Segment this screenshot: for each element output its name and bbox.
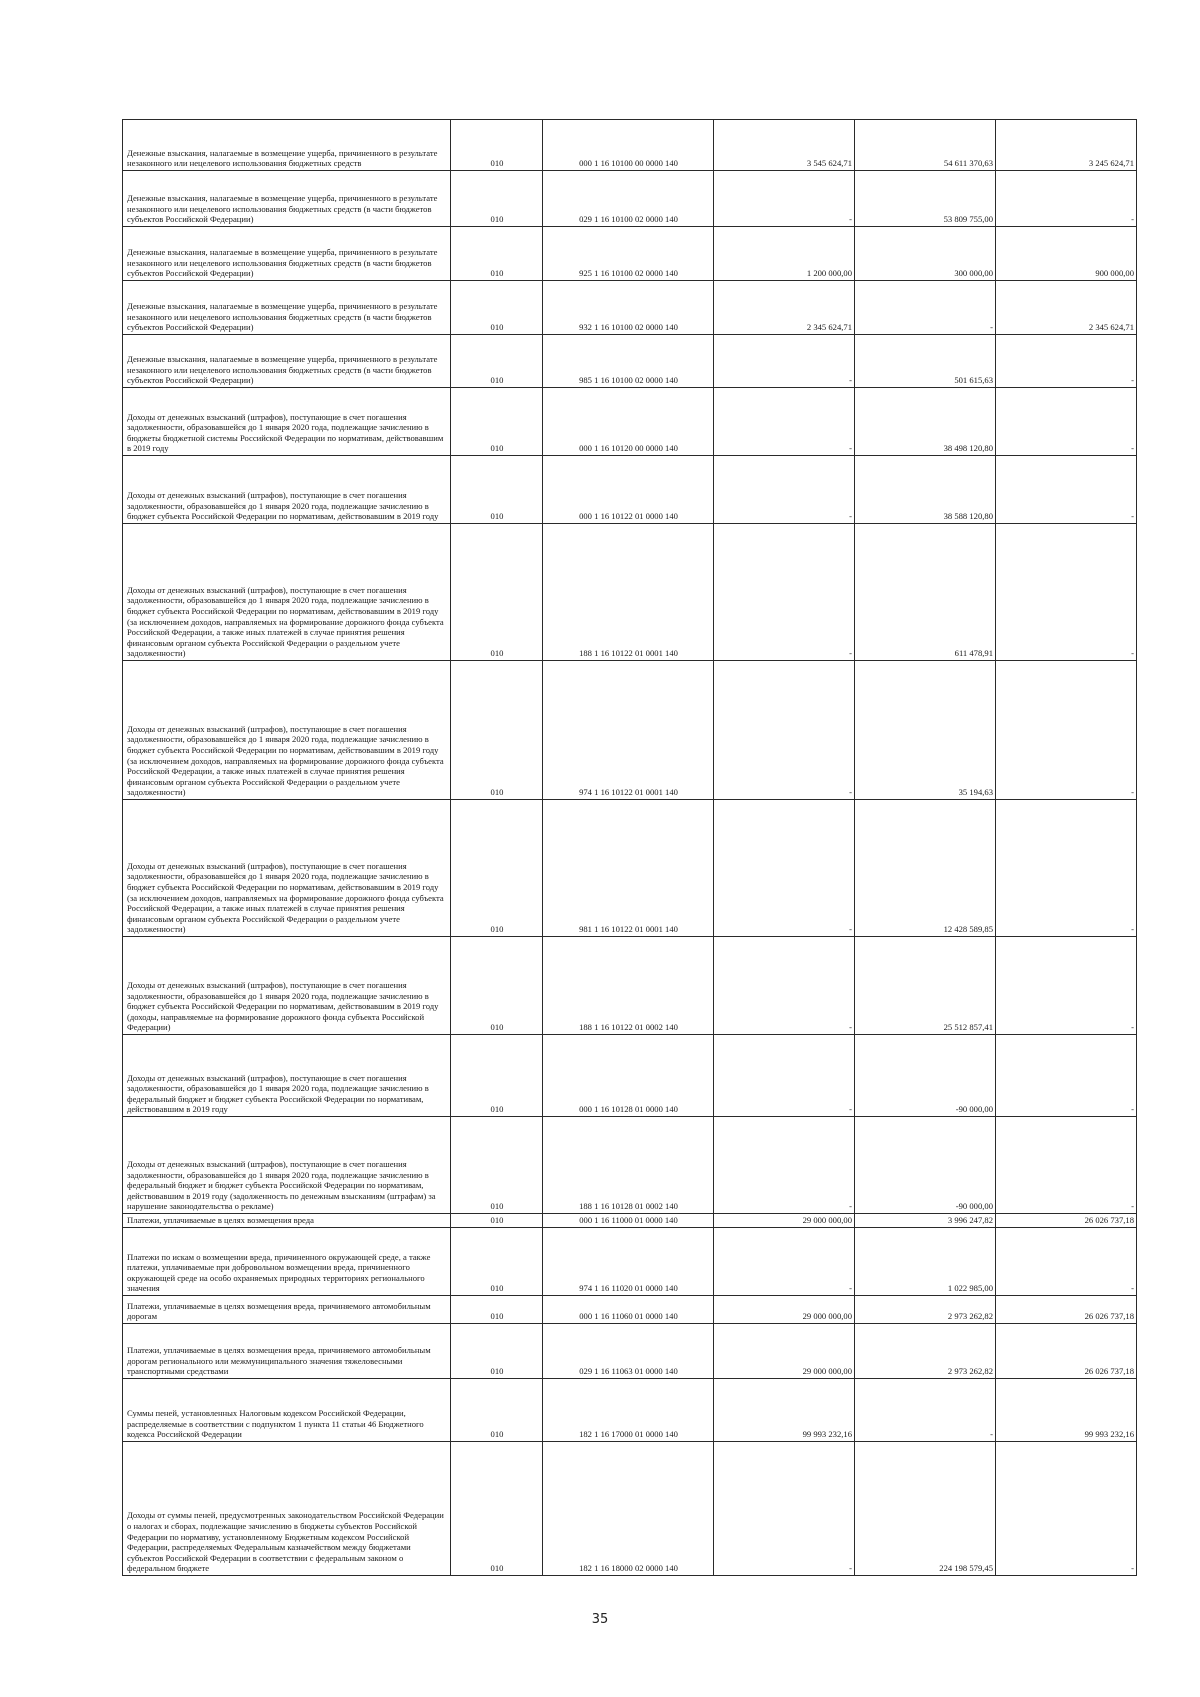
line-code-cell: 010 bbox=[451, 171, 543, 227]
indicator-name-cell: Денежные взыскания, налагаемые в возмещение ущерба, причиненного в результате незаконного или нецелевого использования бюджетных средств (в части бюджетов субъектов Российской Федерации) bbox=[123, 171, 451, 227]
table-body bbox=[123, 120, 1137, 1576]
indicator-name-cell: Доходы от денежных взысканий (штрафов), поступающие в счет погашения задолженности, образовавшейся до 1 января 2020 года, подлежащие зачислению в федеральный бюджет и бюджет субъекта Российской Федерации по нормативам, действовавшим в 2019 году bbox=[123, 1035, 451, 1117]
executed-amount-cell: 611 478,91 bbox=[855, 524, 996, 661]
budget-code-cell: 981 1 16 10122 01 0001 140 bbox=[543, 800, 714, 937]
budget-code-cell: 029 1 16 10100 02 0000 140 bbox=[543, 171, 714, 227]
line-code-cell: 010 bbox=[451, 800, 543, 937]
unexecuted-amount-cell: 99 993 232,16 bbox=[996, 1379, 1137, 1442]
executed-amount-cell: -90 000,00 bbox=[855, 1117, 996, 1214]
budget-code-cell: 000 1 16 10128 01 0000 140 bbox=[543, 1035, 714, 1117]
indicator-name-cell: Платежи, уплачиваемые в целях возмещения вреда bbox=[123, 1214, 451, 1228]
unexecuted-amount-cell: - bbox=[996, 335, 1137, 388]
line-code-cell: 010 bbox=[451, 1379, 543, 1442]
indicator-name-cell: Доходы от денежных взысканий (штрафов), поступающие в счет погашения задолженности, образовавшейся до 1 января 2020 года, подлежащие зачислению в бюджеты бюджетной системы Российской Федерации по нормативам, действовавшим в 2019 году bbox=[123, 388, 451, 456]
table-row bbox=[123, 227, 1137, 281]
line-code-cell: 010 bbox=[451, 1228, 543, 1296]
budget-code-cell: 000 1 16 10100 00 0000 140 bbox=[543, 120, 714, 171]
approved-amount-cell: 29 000 000,00 bbox=[714, 1324, 855, 1379]
approved-amount-cell: - bbox=[714, 800, 855, 937]
table-row bbox=[123, 524, 1137, 661]
executed-amount-cell: 54 611 370,63 bbox=[855, 120, 996, 171]
budget-code-cell: 000 1 16 11060 01 0000 140 bbox=[543, 1296, 714, 1324]
unexecuted-amount-cell: - bbox=[996, 456, 1137, 524]
executed-amount-cell: 25 512 857,41 bbox=[855, 937, 996, 1035]
table-row bbox=[123, 1214, 1137, 1228]
budget-code-cell: 974 1 16 11020 01 0000 140 bbox=[543, 1228, 714, 1296]
table-row bbox=[123, 388, 1137, 456]
budget-code-cell: 974 1 16 10122 01 0001 140 bbox=[543, 661, 714, 800]
budget-code-cell: 188 1 16 10122 01 0002 140 bbox=[543, 937, 714, 1035]
unexecuted-amount-cell: - bbox=[996, 1035, 1137, 1117]
executed-amount-cell: 1 022 985,00 bbox=[855, 1228, 996, 1296]
approved-amount-cell: - bbox=[714, 456, 855, 524]
table-row bbox=[123, 1442, 1137, 1576]
approved-amount-cell: 3 545 624,71 bbox=[714, 120, 855, 171]
report-table bbox=[122, 119, 1137, 1576]
budget-code-cell: 182 1 16 18000 02 0000 140 bbox=[543, 1442, 714, 1576]
approved-amount-cell: - bbox=[714, 1035, 855, 1117]
indicator-name-cell: Доходы от денежных взысканий (штрафов), поступающие в счет погашения задолженности, образовавшейся до 1 января 2020 года, подлежащие зачислению в федеральный бюджет и бюджет субъекта Российской Федерации по нормативам, действовавшим в 2019 году (задолженность по денежным взысканиям (штрафам) за нарушение законодательства о рекламе) bbox=[123, 1117, 451, 1214]
line-code-cell: 010 bbox=[451, 1035, 543, 1117]
approved-amount-cell: - bbox=[714, 335, 855, 388]
table-row bbox=[123, 1117, 1137, 1214]
executed-amount-cell: - bbox=[855, 1379, 996, 1442]
indicator-name-cell: Платежи, уплачиваемые в целях возмещения вреда, причиняемого автомобильным дорогам bbox=[123, 1296, 451, 1324]
indicator-name-cell: Суммы пеней, установленных Налоговым кодексом Российской Федерации, распределяемые в соответствии с подпунктом 1 пункта 11 статьи 46 Бюджетного кодекса Российской Федерации bbox=[123, 1379, 451, 1442]
unexecuted-amount-cell: - bbox=[996, 171, 1137, 227]
approved-amount-cell: - bbox=[714, 1442, 855, 1576]
indicator-name-cell: Платежи, уплачиваемые в целях возмещения вреда, причиняемого автомобильным дорогам регионального или межмуниципального значения тяжеловесными транспортными средствами bbox=[123, 1324, 451, 1379]
indicator-name-cell: Доходы от денежных взысканий (штрафов), поступающие в счет погашения задолженности, образовавшейся до 1 января 2020 года, подлежащие зачислению в бюджет субъекта Российской Федерации по нормативам, действовавшим в 2019 году (доходы, направляемые на формирование дорожного фонда субъекта Российской Федерации) bbox=[123, 937, 451, 1035]
line-code-cell: 010 bbox=[451, 1324, 543, 1379]
approved-amount-cell: 29 000 000,00 bbox=[714, 1214, 855, 1228]
unexecuted-amount-cell: - bbox=[996, 800, 1137, 937]
executed-amount-cell: 38 588 120,80 bbox=[855, 456, 996, 524]
executed-amount-cell: -90 000,00 bbox=[855, 1035, 996, 1117]
budget-code-cell: 000 1 16 10122 01 0000 140 bbox=[543, 456, 714, 524]
budget-code-cell: 000 1 16 10120 00 0000 140 bbox=[543, 388, 714, 456]
line-code-cell: 010 bbox=[451, 661, 543, 800]
indicator-name-cell: Доходы от суммы пеней, предусмотренных законодательством Российской Федерации о налогах и сборах, подлежащие зачислению в бюджеты субъектов Российской Федерации по нормативу, установленному Бюджетным кодексом Российской Федерации, распределяемых Федеральным казначейством между бюджетами субъектов Российской Федерации в соответствии с федеральным законом о федеральном бюджете bbox=[123, 1442, 451, 1576]
executed-amount-cell: 53 809 755,00 bbox=[855, 171, 996, 227]
table-row bbox=[123, 120, 1137, 171]
line-code-cell: 010 bbox=[451, 335, 543, 388]
budget-code-cell: 188 1 16 10128 01 0002 140 bbox=[543, 1117, 714, 1214]
executed-amount-cell: 224 198 579,45 bbox=[855, 1442, 996, 1576]
approved-amount-cell: 99 993 232,16 bbox=[714, 1379, 855, 1442]
executed-amount-cell: 2 973 262,82 bbox=[855, 1324, 996, 1379]
unexecuted-amount-cell: 900 000,00 bbox=[996, 227, 1137, 281]
executed-amount-cell: 12 428 589,85 bbox=[855, 800, 996, 937]
table-row bbox=[123, 661, 1137, 800]
budget-code-cell: 000 1 16 11000 01 0000 140 bbox=[543, 1214, 714, 1228]
indicator-name-cell: Доходы от денежных взысканий (штрафов), поступающие в счет погашения задолженности, образовавшейся до 1 января 2020 года, подлежащие зачислению в бюджет субъекта Российской Федерации по нормативам, действовавшим в 2019 году bbox=[123, 456, 451, 524]
approved-amount-cell: 29 000 000,00 bbox=[714, 1296, 855, 1324]
line-code-cell: 010 bbox=[451, 524, 543, 661]
executed-amount-cell: 2 973 262,82 bbox=[855, 1296, 996, 1324]
table-row bbox=[123, 1379, 1137, 1442]
unexecuted-amount-cell: - bbox=[996, 524, 1137, 661]
line-code-cell: 010 bbox=[451, 1442, 543, 1576]
table-row bbox=[123, 1035, 1137, 1117]
line-code-cell: 010 bbox=[451, 1214, 543, 1228]
budget-code-cell: 925 1 16 10100 02 0000 140 bbox=[543, 227, 714, 281]
line-code-cell: 010 bbox=[451, 281, 543, 335]
approved-amount-cell: - bbox=[714, 1228, 855, 1296]
approved-amount-cell: - bbox=[714, 524, 855, 661]
unexecuted-amount-cell: - bbox=[996, 1117, 1137, 1214]
table-row bbox=[123, 1324, 1137, 1379]
budget-code-cell: 188 1 16 10122 01 0001 140 bbox=[543, 524, 714, 661]
line-code-cell: 010 bbox=[451, 1296, 543, 1324]
indicator-name-cell: Денежные взыскания, налагаемые в возмещение ущерба, причиненного в результате незаконного или нецелевого использования бюджетных средств bbox=[123, 120, 451, 171]
indicator-name-cell: Денежные взыскания, налагаемые в возмещение ущерба, причиненного в результате незаконного или нецелевого использования бюджетных средств (в части бюджетов субъектов Российской Федерации) bbox=[123, 227, 451, 281]
table-row bbox=[123, 1296, 1137, 1324]
unexecuted-amount-cell: - bbox=[996, 1228, 1137, 1296]
approved-amount-cell: - bbox=[714, 1117, 855, 1214]
approved-amount-cell: - bbox=[714, 171, 855, 227]
executed-amount-cell: 38 498 120,80 bbox=[855, 388, 996, 456]
executed-amount-cell: 35 194,63 bbox=[855, 661, 996, 800]
indicator-name-cell: Денежные взыскания, налагаемые в возмещение ущерба, причиненного в результате незаконного или нецелевого использования бюджетных средств (в части бюджетов субъектов Российской Федерации) bbox=[123, 335, 451, 388]
unexecuted-amount-cell: 26 026 737,18 bbox=[996, 1296, 1137, 1324]
indicator-name-cell: Платежи по искам о возмещении вреда, причиненного окружающей среде, а также платежи, уплачиваемые при добровольном возмещении вреда, причиненного окружающей среде на особо охраняемых природных территориях регионального значения bbox=[123, 1228, 451, 1296]
table-row bbox=[123, 937, 1137, 1035]
budget-code-cell: 985 1 16 10100 02 0000 140 bbox=[543, 335, 714, 388]
approved-amount-cell: 2 345 624,71 bbox=[714, 281, 855, 335]
indicator-name-cell: Доходы от денежных взысканий (штрафов), поступающие в счет погашения задолженности, образовавшейся до 1 января 2020 года, подлежащие зачислению в бюджет субъекта Российской Федерации по нормативам, действовавшим в 2019 году (за исключением доходов, направляемых на формирование дорожного фонда субъекта Российской Федерации, а также иных платежей в случае принятия решения финансовым органом субъекта Российской Федерации о раздельном учете задолженности) bbox=[123, 524, 451, 661]
unexecuted-amount-cell: - bbox=[996, 388, 1137, 456]
line-code-cell: 010 bbox=[451, 456, 543, 524]
table-row bbox=[123, 281, 1137, 335]
approved-amount-cell: - bbox=[714, 388, 855, 456]
unexecuted-amount-cell: - bbox=[996, 937, 1137, 1035]
line-code-cell: 010 bbox=[451, 388, 543, 456]
line-code-cell: 010 bbox=[451, 120, 543, 171]
executed-amount-cell: 3 996 247,82 bbox=[855, 1214, 996, 1228]
approved-amount-cell: 1 200 000,00 bbox=[714, 227, 855, 281]
approved-amount-cell: - bbox=[714, 937, 855, 1035]
line-code-cell: 010 bbox=[451, 937, 543, 1035]
executed-amount-cell: 501 615,63 bbox=[855, 335, 996, 388]
unexecuted-amount-cell: 26 026 737,18 bbox=[996, 1214, 1137, 1228]
executed-amount-cell: 300 000,00 bbox=[855, 227, 996, 281]
executed-amount-cell: - bbox=[855, 281, 996, 335]
unexecuted-amount-cell: 2 345 624,71 bbox=[996, 281, 1137, 335]
budget-code-cell: 029 1 16 11063 01 0000 140 bbox=[543, 1324, 714, 1379]
table-row bbox=[123, 456, 1137, 524]
table-row bbox=[123, 800, 1137, 937]
unexecuted-amount-cell: - bbox=[996, 661, 1137, 800]
indicator-name-cell: Доходы от денежных взысканий (штрафов), поступающие в счет погашения задолженности, образовавшейся до 1 января 2020 года, подлежащие зачислению в бюджет субъекта Российской Федерации по нормативам, действовавшим в 2019 году (за исключением доходов, направляемых на формирование дорожного фонда субъекта Российской Федерации, а также иных платежей в случае принятия решения финансовым органом субъекта Российской Федерации о раздельном учете задолженности) bbox=[123, 800, 451, 937]
indicator-name-cell: Денежные взыскания, налагаемые в возмещение ущерба, причиненного в результате незаконного или нецелевого использования бюджетных средств (в части бюджетов субъектов Российской Федерации) bbox=[123, 281, 451, 335]
unexecuted-amount-cell: - bbox=[996, 1442, 1137, 1576]
budget-code-cell: 932 1 16 10100 02 0000 140 bbox=[543, 281, 714, 335]
budget-code-cell: 182 1 16 17000 01 0000 140 bbox=[543, 1379, 714, 1442]
unexecuted-amount-cell: 3 245 624,71 bbox=[996, 120, 1137, 171]
table-row bbox=[123, 1228, 1137, 1296]
table-row bbox=[123, 171, 1137, 227]
unexecuted-amount-cell: 26 026 737,18 bbox=[996, 1324, 1137, 1379]
indicator-name-cell: Доходы от денежных взысканий (штрафов), поступающие в счет погашения задолженности, образовавшейся до 1 января 2020 года, подлежащие зачислению в бюджет субъекта Российской Федерации по нормативам, действовавшим в 2019 году (за исключением доходов, направляемых на формирование дорожного фонда субъекта Российской Федерации, а также иных платежей в случае принятия решения финансовым органом субъекта Российской Федерации о раздельном учете задолженности) bbox=[123, 661, 451, 800]
table-row bbox=[123, 335, 1137, 388]
line-code-cell: 010 bbox=[451, 1117, 543, 1214]
line-code-cell: 010 bbox=[451, 227, 543, 281]
approved-amount-cell: - bbox=[714, 661, 855, 800]
page-number: 35 bbox=[591, 1612, 609, 1627]
